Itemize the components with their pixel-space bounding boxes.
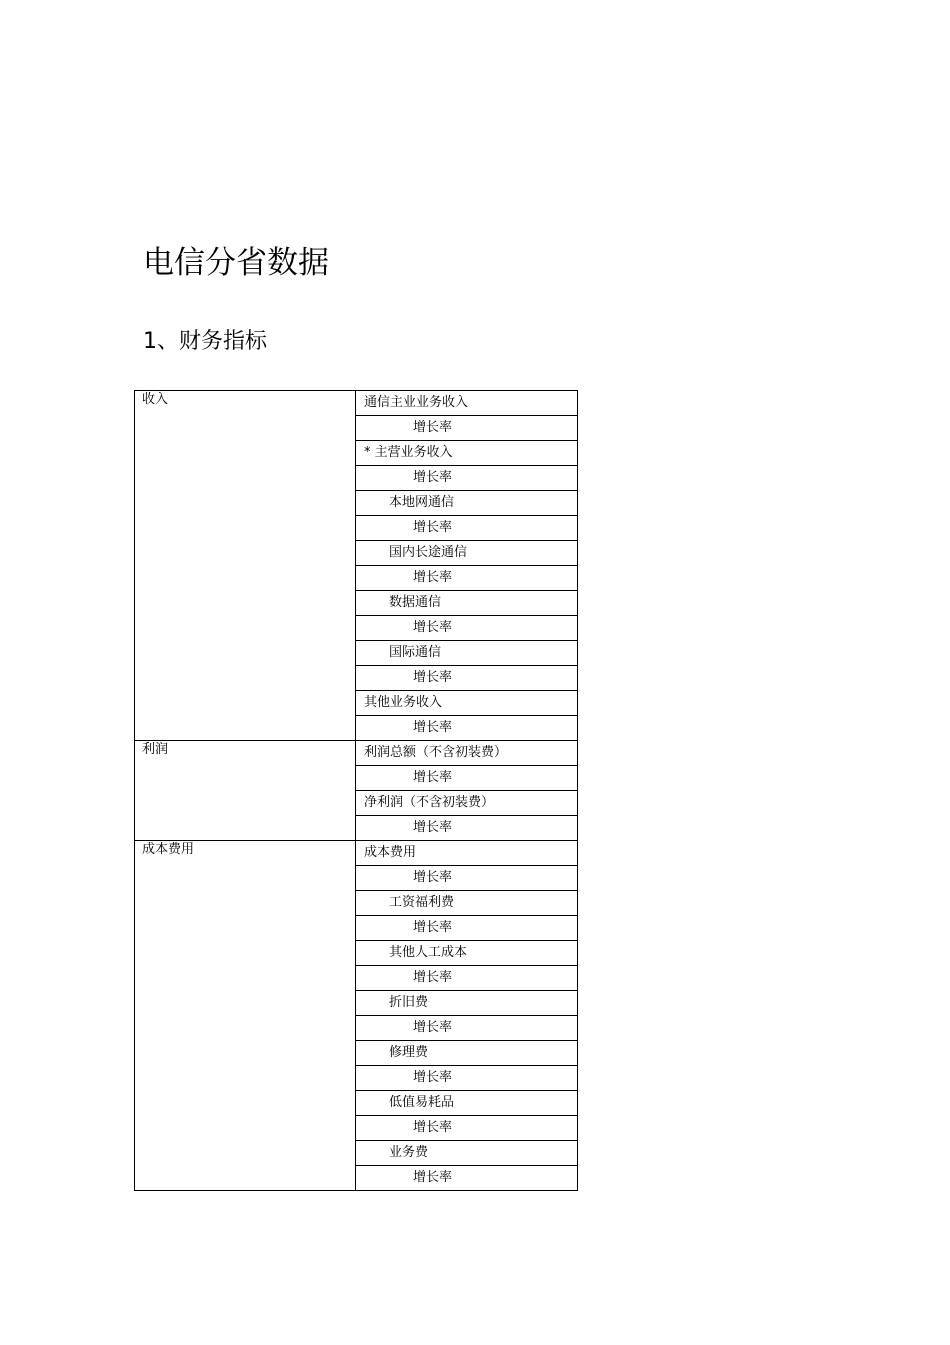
category-cell: 利润 <box>135 741 356 841</box>
indicator-cell: 增长率 <box>356 916 578 941</box>
indicator-cell: 增长率 <box>356 616 578 641</box>
indicator-cell: 净利润（不含初装费） <box>356 791 578 816</box>
indicator-cell: 折旧费 <box>356 991 578 1016</box>
indicator-cell: 增长率 <box>356 1066 578 1091</box>
indicator-cell: 增长率 <box>356 816 578 841</box>
indicator-cell: 增长率 <box>356 666 578 691</box>
indicator-cell: 本地网通信 <box>356 491 578 516</box>
indicator-cell: 其他人工成本 <box>356 941 578 966</box>
indicator-cell: 增长率 <box>356 516 578 541</box>
indicator-cell: * 主营业务收入 <box>356 441 578 466</box>
category-cell: 成本费用 <box>135 841 356 1191</box>
indicator-cell: 通信主业业务收入 <box>356 391 578 416</box>
indicator-cell: 增长率 <box>356 1166 578 1191</box>
indicator-cell: 利润总额（不含初装费） <box>356 741 578 766</box>
indicator-cell: 增长率 <box>356 416 578 441</box>
indicator-cell: 增长率 <box>356 1016 578 1041</box>
indicator-cell: 增长率 <box>356 466 578 491</box>
indicator-cell: 增长率 <box>356 716 578 741</box>
indicator-cell: 数据通信 <box>356 591 578 616</box>
indicator-cell: 其他业务收入 <box>356 691 578 716</box>
indicator-cell: 修理费 <box>356 1041 578 1066</box>
table-row <box>135 391 578 416</box>
table-row <box>135 741 578 766</box>
page-title: 电信分省数据 <box>143 245 329 281</box>
indicator-cell: 低值易耗品 <box>356 1091 578 1116</box>
section-heading: 1、财务指标 <box>143 329 267 354</box>
indicator-cell: 增长率 <box>356 766 578 791</box>
indicator-cell: 国际通信 <box>356 641 578 666</box>
indicator-cell: 增长率 <box>356 1116 578 1141</box>
indicator-cell: 增长率 <box>356 966 578 991</box>
indicator-cell: 工资福利费 <box>356 891 578 916</box>
category-cell: 收入 <box>135 391 356 741</box>
financial-indicators-table <box>134 390 578 1191</box>
table-row <box>135 841 578 866</box>
table-body <box>135 391 578 1191</box>
indicator-cell: 业务费 <box>356 1141 578 1166</box>
indicator-cell: 成本费用 <box>356 841 578 866</box>
indicator-cell: 增长率 <box>356 866 578 891</box>
indicator-cell: 国内长途通信 <box>356 541 578 566</box>
indicator-cell: 增长率 <box>356 566 578 591</box>
